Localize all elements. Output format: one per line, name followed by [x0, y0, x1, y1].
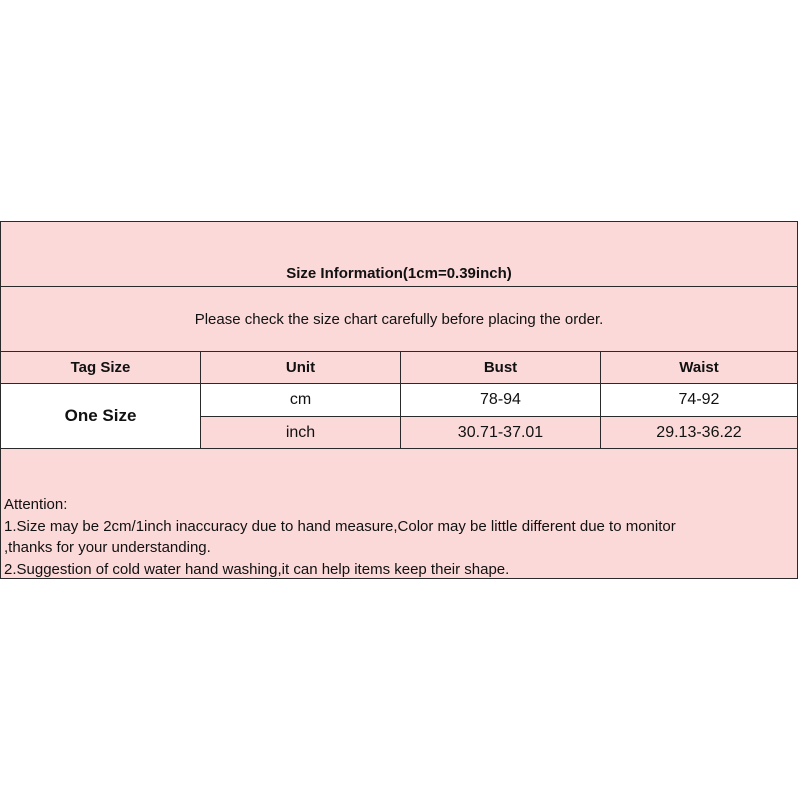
attention-line-2: ,thanks for your understanding. [4, 539, 211, 556]
row-cm-unit: cm [201, 384, 401, 417]
attention-heading: Attention: [4, 496, 68, 513]
title-row [1, 222, 797, 287]
row-inch-bust: 30.71-37.01 [401, 417, 601, 449]
tag-size-one-size: One Size [1, 384, 201, 449]
row-inch-waist: 29.13-36.22 [601, 417, 797, 449]
size-chart [0, 221, 798, 579]
attention-notes [4, 494, 796, 580]
row-inch-unit: inch [201, 417, 401, 449]
header-bust: Bust [401, 352, 601, 384]
attention-line-3: 2.Suggestion of cold water hand washing,it can help items keep their shape. [4, 560, 510, 578]
row-cm-waist: 74-92 [601, 384, 797, 417]
header-tag-size: Tag Size [1, 352, 201, 384]
header-waist: Waist [601, 352, 797, 384]
note-row [1, 287, 797, 352]
attention-line-1: 1.Size may be 2cm/1inch inaccuracy due to hand measure,Color may be little different due to monitor [4, 517, 676, 535]
size-chart-note: Please check the size chart carefully before placing the order. [194, 311, 604, 328]
row-cm-bust: 78-94 [401, 384, 601, 417]
header-unit: Unit [201, 352, 401, 384]
size-chart-title: Size Information(1cm=0.39inch) [286, 265, 512, 282]
